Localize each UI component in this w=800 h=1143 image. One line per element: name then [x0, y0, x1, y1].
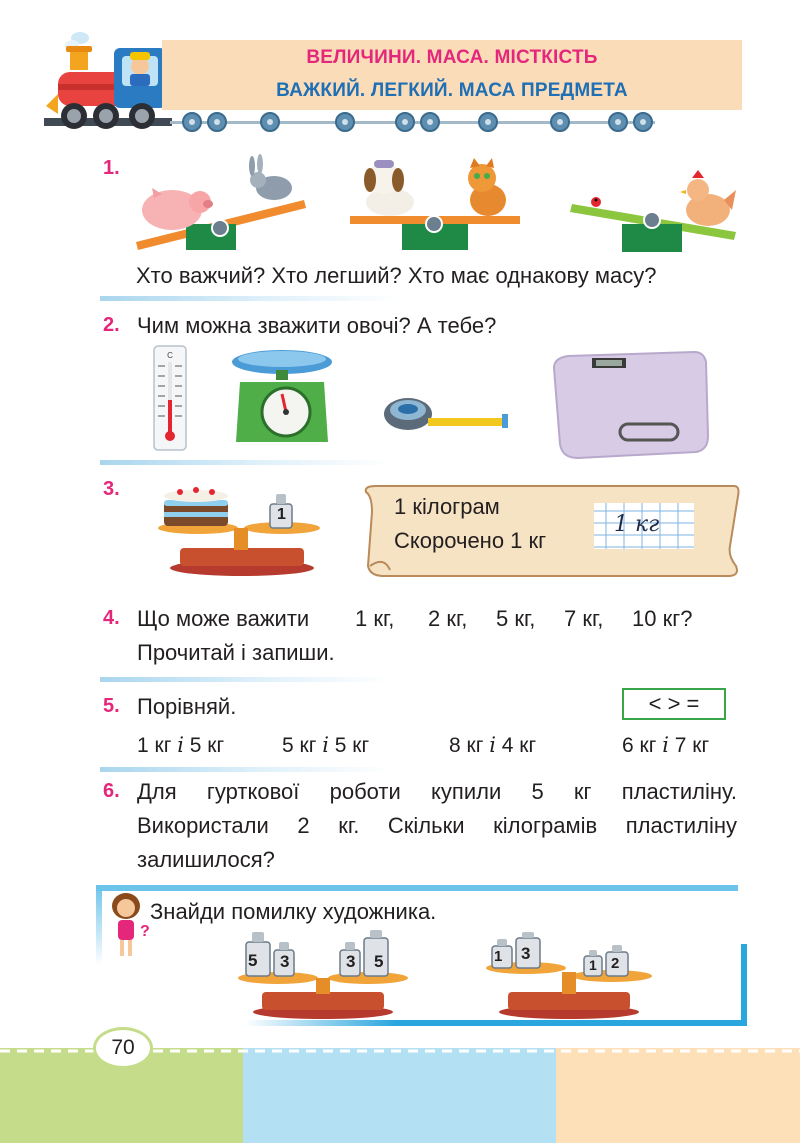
- frame-border: [741, 944, 747, 1026]
- comparison-item: 5 кг і 5 кг: [282, 733, 370, 757]
- bathroom-scale-image: [548, 346, 710, 460]
- footer-band: [243, 1048, 556, 1143]
- weight-value: 7 кг,: [564, 606, 604, 631]
- task-4-question-start: Що може важити: [137, 606, 310, 631]
- task-4-number: 4.: [103, 607, 120, 629]
- task-2-question: Чим можна зважити овочі? А тебе?: [137, 313, 497, 338]
- balance-scale-1: [228, 928, 418, 1020]
- thermometer-image: [150, 344, 190, 454]
- weight-label: 3: [521, 944, 531, 963]
- divider: [100, 460, 390, 465]
- divider: [100, 296, 400, 301]
- task-2-number: 2.: [103, 314, 120, 336]
- tape-measure-image: [382, 392, 512, 436]
- weight-label: 1: [494, 948, 503, 965]
- comparison-item: 1 кг і 5 кг: [137, 733, 225, 757]
- kilogram-line: 1 кілограм: [394, 494, 500, 519]
- weight-label: 2: [611, 955, 620, 972]
- weight-label: 3: [280, 952, 290, 971]
- weight-value: 1 кг,: [355, 606, 395, 631]
- weight-label: 1: [277, 506, 286, 523]
- frame-border: [96, 885, 102, 965]
- weight-value: 5 кг,: [496, 606, 536, 631]
- weight-label: 3: [346, 952, 356, 971]
- svg-text:?: ?: [140, 923, 150, 940]
- footer-band: [556, 1048, 800, 1143]
- weight-label: 5: [248, 951, 258, 970]
- divider: [100, 677, 390, 682]
- weight-label: 5: [374, 952, 384, 971]
- task-5-number: 5.: [103, 695, 120, 717]
- kitchen-scale-image: [230, 346, 334, 448]
- train-illustration: [44, 28, 174, 136]
- balance-cake-weight: [150, 482, 332, 576]
- task-6-line-2: Використали 2 кг. Скільки кілограмів пластиліну: [137, 813, 737, 838]
- abbreviation-line: Скорочено 1 кг: [394, 528, 547, 553]
- seesaw-ladybug-hen: [568, 160, 740, 256]
- task-1-question: Хто важчий? Хто легший? Хто має однакову масу?: [136, 263, 657, 288]
- task-6-number: 6.: [103, 780, 120, 802]
- comparison-item: 8 кг і 4 кг: [449, 733, 537, 757]
- weight-value: 10 кг?: [632, 606, 693, 631]
- section-title: ВЕЛИЧИНИ. МАСА. МІСТКІСТЬ: [306, 47, 598, 68]
- comparison-symbols: < > =: [622, 688, 726, 720]
- weight-label: 1: [589, 957, 597, 973]
- puzzle-title: Знайди помилку художника.: [150, 899, 437, 924]
- svg-text:C: C: [167, 351, 173, 360]
- handwritten-kg: 1 кг: [614, 512, 660, 537]
- task-5-title: Порівняй.: [137, 694, 237, 719]
- task-6-line-1: Для гурткової роботи купили 5 кг пластиліну.: [137, 779, 737, 804]
- weight-value: 2 кг,: [428, 606, 468, 631]
- balance-scale-2: [476, 932, 662, 1020]
- task-1-number: 1.: [103, 157, 120, 179]
- comparison-item: 6 кг і 7 кг: [622, 733, 710, 757]
- page-number: 70: [93, 1027, 153, 1069]
- task-4-instruction: Прочитай і запиши.: [137, 640, 335, 665]
- task-6-line-3: залишилося?: [137, 847, 275, 872]
- frame-border: [96, 885, 738, 891]
- train-wheels-decoration: [170, 110, 660, 136]
- girl-illustration: [106, 892, 150, 962]
- divider: [100, 767, 390, 772]
- frame-border: [245, 1020, 747, 1026]
- lesson-title: ВАЖКИЙ. ЛЕГКИЙ. МАСА ПРЕДМЕТА: [276, 80, 628, 101]
- task-3-number: 3.: [103, 478, 120, 500]
- seesaw-dog-cat: [344, 156, 526, 252]
- seesaw-pig-rabbit: [128, 158, 308, 254]
